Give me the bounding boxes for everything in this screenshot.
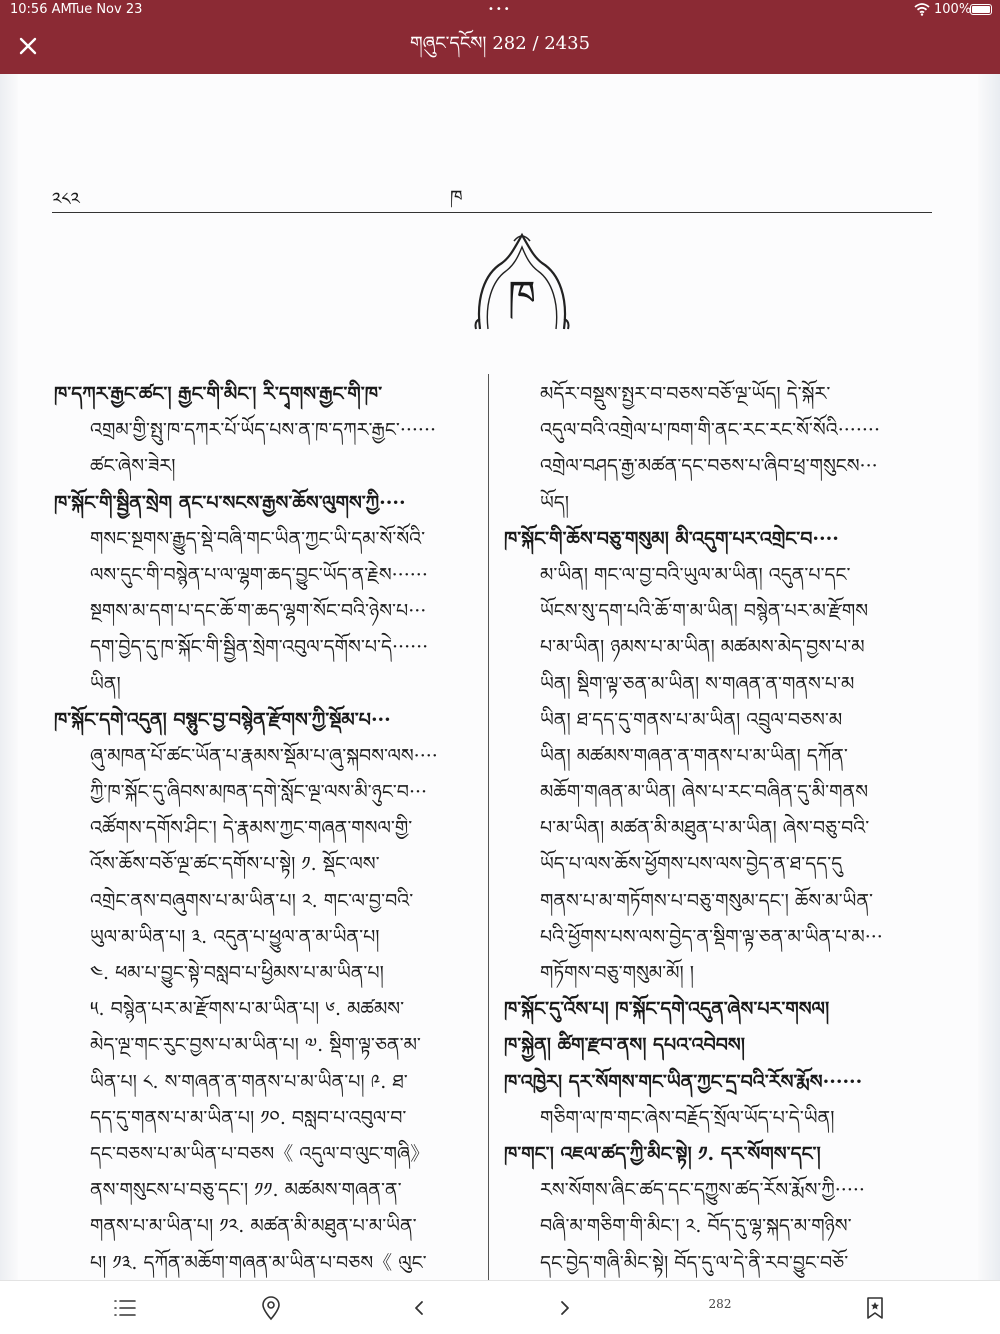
text-line: མེད་ལྔ་གང་རུང་བྱས་པ་མ་ཡིན་པ། ༧. སྡིག་ལྟ་ཅན་མ་ <box>90 1034 421 1057</box>
location-pin-icon <box>258 1295 284 1321</box>
text-line: བཞི་མ་གཅིག་གི་མིང་། ༢. བོད་དུ་ལྷ་སྐད་མ་གཉིས་ <box>540 1215 852 1238</box>
dictionary-headword-line: ཁ་འཁྱེར། དར་སོགས་གང་ཡིན་ཀྱང་དྲ་བའི་རོས་རྨོས······ <box>504 1070 863 1093</box>
dictionary-headword-line: ཁ་དཀར་རྒྱང་ཚང་། རྒྱང་གི་མིང་། རི་དྭགས་རྒྱང་གི་ཁ་ <box>54 383 383 405</box>
text-line: དང་བཅས་པ་མ་ཡིན་པ་བཅས《 འདུལ་བ་ལུང་གཞི》 <box>90 1142 430 1165</box>
running-head: ཁ <box>450 187 463 208</box>
text-line: ༤. ཕམ་པ་བྱུང་སྟེ་བསླབ་པ་ཕྱིམས་པ་མ་ཡིན་པ། <box>90 962 384 984</box>
status-date: Tue Nov 23 <box>70 2 143 17</box>
text-line: མ་ཡིན། གང་ལ་བྱ་བའི་ཡུལ་མ་ཡིན། འདུན་པ་དང་ <box>540 563 851 586</box>
column-divider <box>488 374 489 1280</box>
text-line: མདོར་བསྡུས་སྤྱར་བ་བཅས་བཅོ་ལྔ་ཡོད། དེ་སྐོར་ <box>540 383 831 405</box>
text-line: པའི་ཕྱོགས་པས་ལས་བྱེད་ན་སྡིག་ལྟ་ཅན་མ་ཡིན་པ་མ··· <box>540 925 883 948</box>
text-line: གནས་པ་མ་ཡིན་པ། ༡༢. མཚན་མི་མཐུན་པ་མ་ཡིན་ <box>90 1215 417 1238</box>
wifi-icon <box>914 2 930 16</box>
text-line: འཚོགས་དགོས་ཤིང་། དེ་རྣམས་ཀྱང་གཞན་གསལ་གྱི་ <box>90 817 413 840</box>
text-line: ཡིན། སྡིག་ལྟ་ཅན་མ་ཡིན། ས་གཞན་ན་གནས་པ་མ <box>540 672 855 695</box>
multitasking-dots[interactable]: ••• <box>488 4 512 15</box>
text-line: པ། ༡༣. དཀོན་མཆོག་གཞན་མ་ཡིན་པ་བཅས《 ལུང་ <box>90 1251 427 1274</box>
text-line: ཡིན་པ། ༨. ས་གཞན་ན་གནས་པ་མ་ཡིན་པ། ༩. ཐ་ <box>90 1070 408 1093</box>
bookmark-button[interactable] <box>862 1295 888 1321</box>
title-label: གཞུང་དངོས། <box>409 33 487 54</box>
text-line: མཆོག་གཞན་མ་ཡིན། ཞེས་པ་རང་བཞིན་དུ་མི་གནས <box>540 781 869 804</box>
dictionary-headword-line: ཁ་སྐོང་གི་ཆོས་བཅུ་གསུམ། མི་འདུག་པར་འགྲེང་བ···· <box>504 527 839 550</box>
text-line: འགྲེལ་བཤད་རྒྱ་མཚན་དང་བཅས་པ་ཞིབ་ཕྲ་གསུངས··· <box>540 455 878 478</box>
status-time: 10:56 AM <box>10 2 72 17</box>
page-scan[interactable] <box>0 74 1000 1280</box>
go-to-location-button[interactable] <box>258 1295 284 1321</box>
left-column <box>54 376 484 1280</box>
dictionary-headword-line: ཁ་གང་། འཇལ་ཚད་ཀྱི་མིང་སྟེ། ༡. དར་སོགས་དང་། <box>504 1142 821 1165</box>
printed-page-number: ༢༨༢ <box>52 189 80 210</box>
text-line: སྔགས་མ་དག་པ་དང་ཆོ་ག་ཆད་ལྷག་སོང་བའི་ཉེས་པ··· <box>90 600 427 623</box>
text-line: ༥. བསྙེན་པར་མ་རྫོགས་པ་མ་ཡིན་པ། ༦. མཚམས་ <box>90 998 405 1021</box>
text-line: འགྲེང་ནས་བཞུགས་པ་མ་ཡིན་པ། ༢. གང་ལ་བྱ་བའི་ <box>90 889 414 912</box>
chevron-right-icon <box>552 1295 578 1321</box>
text-line: གཏོགས་བཅུ་གསུམ་མོ། ། <box>540 962 694 984</box>
text-line: པ་མ་ཡིན། མཚན་མི་མཐུན་པ་མ་ཡིན། ཞེས་བཅུ་བའི་ <box>540 817 870 840</box>
text-line: ཡུལ་མ་ཡིན་པ། ༣. འདུན་པ་ཕྱུལ་ན་མ་ཡིན་པ། <box>90 925 380 948</box>
header-rule <box>52 212 932 213</box>
page-number-indicator[interactable]: 282 <box>708 1297 732 1311</box>
bottom-toolbar <box>0 1280 1000 1334</box>
dictionary-headword-line: ཁ་སྐོང་དུ་འོས་པ། ཁ་སྐོང་དགེ་འདུན་ཞེས་པར་གསལ། <box>504 998 830 1021</box>
table-of-contents-button[interactable] <box>112 1295 138 1321</box>
text-line: གསང་སྔགས་རྒྱུད་སྡེ་བཞི་གང་ཡིན་ཀྱང་ཡི་དམ་སོ་སོའི་ <box>90 527 426 550</box>
scan-shadow-left <box>0 74 18 1280</box>
text-line: ཡིན། <box>90 672 121 695</box>
status-bar <box>0 0 1000 20</box>
text-line: ཡིན། ཐ་དད་དུ་གནས་པ་མ་ཡིན། འབྲུལ་བཅས་མ <box>540 708 843 731</box>
text-line: ཚང་ཞེས་ཟེར། <box>90 455 176 478</box>
text-line: ཡིན། མཚམས་གཞན་ན་གནས་པ་མ་ཡིན། དཀོན་ <box>540 744 848 767</box>
chevron-left-icon <box>406 1295 432 1321</box>
text-line: ཡོད། <box>540 491 569 514</box>
next-page-button[interactable] <box>552 1295 578 1321</box>
text-line: དང་བྱེད་གཞི་མིང་སྟེ། བོད་དུ་ལ་དེ་ནི་རབ་བྱུང་བཅོ་ <box>540 1251 849 1274</box>
text-line: རས་སོགས་ཞིང་ཚད་དང་དཀྱུས་ཚད་རོས་རྨོས་ཀྱི····· <box>540 1179 865 1202</box>
text-line: ཀྱི་ཁ་སྐོང་དུ་ཞིབས་མཁན་དགེ་སློང་ལྔ་ལས་མི་ཉུང་བ··· <box>90 781 428 804</box>
text-line: འགྲམ་གྱི་སྤུ་ཁ་དཀར་པོ་ཡོད་པས་ན་ཁ་དཀར་རྒྱང་······ <box>90 419 437 442</box>
bookmark-icon <box>862 1295 888 1321</box>
page-title <box>0 30 1000 58</box>
section-letter: ཁ <box>508 273 536 319</box>
text-line: ཡོད་པ་ལས་ཆོས་ཕྱོགས་པས་ལས་བྱེད་ན་ཐ་དད་དུ <box>540 853 843 876</box>
text-line: ཡོངས་སུ་དག་པའི་ཆོ་ག་མ་ཡིན། བསྙེན་པར་མ་རྫོགས <box>540 600 869 623</box>
dictionary-headword-line: ཁ་སྐྱེན། ཚིག་རྫབ་ནས། དཔའ་འབེབས། <box>504 1034 745 1057</box>
section-ornament <box>474 229 570 339</box>
battery-percentage: 100% <box>934 2 972 17</box>
text-line: འོས་ཆོས་བཅོ་ལྔ་ཚང་དགོས་པ་སྟེ། ༡. སྡོང་ལས་ <box>90 853 380 876</box>
text-line: པ་མ་ཡིན། ཉམས་པ་མ་ཡིན། མཚམས་མེད་བྱས་པ་མ <box>540 636 865 659</box>
text-line: གནས་པ་མ་གཏོགས་པ་བཅུ་གསུམ་དང་། ཆོས་མ་ཡིན་ <box>540 889 873 912</box>
list-icon <box>112 1295 138 1321</box>
battery-icon <box>970 4 992 15</box>
top-bar <box>0 0 1000 74</box>
text-line: དག་བྱེད་དུ་ཁ་སྐོང་གི་སྦྱིན་སྲེག་འབུལ་དགོས་པ་དེ······ <box>90 636 429 659</box>
text-line: གཅིག་ལ་ཁ་གང་ཞེས་བརྗོད་སྲོལ་ཡོད་པ་དེ་ཡིན། <box>540 1106 835 1129</box>
text-line: དད་དུ་གནས་པ་མ་ཡིན་པ། ༡༠. བསླབ་པ་འབུལ་བ་ <box>90 1106 407 1129</box>
text-line: ནས་གསུངས་པ་བཅུ་དང་། ༡༡. མཚམས་གཞན་ན་ <box>90 1179 402 1202</box>
dictionary-headword-line: ཁ་སྐོང་དགེ་འདུན། བསྙུང་བྱ་བསྙེན་རྫོགས་ཀྱི་སྡོམ་པ··· <box>54 708 391 731</box>
text-line: ཞུ་མཁན་པོ་ཚང་ཡོན་པ་རྣམས་སྡོམ་པ་ཞུ་སྐབས་ལས···· <box>90 744 438 767</box>
right-column <box>504 376 934 1280</box>
dictionary-headword-line: ཁ་སྐོང་གི་སྦྱིན་སྲེག ནང་པ་སངས་རྒྱས་ཆོས་ལུགས་ཀྱི···· <box>54 491 406 514</box>
previous-page-button[interactable] <box>406 1295 432 1321</box>
text-line: ལས་དུང་གི་བསྙེན་པ་ལ་ལྷག་ཆད་བྱུང་ཡོད་ན་རྗེས······ <box>90 563 428 586</box>
text-line: འདུལ་བའི་འགྲེལ་པ་ཁག་གི་ནང་རང་རང་སོ་སོའི······· <box>540 419 880 442</box>
page-counter: 282 / 2435 <box>492 33 591 54</box>
scan-shadow-right <box>978 74 1000 1280</box>
